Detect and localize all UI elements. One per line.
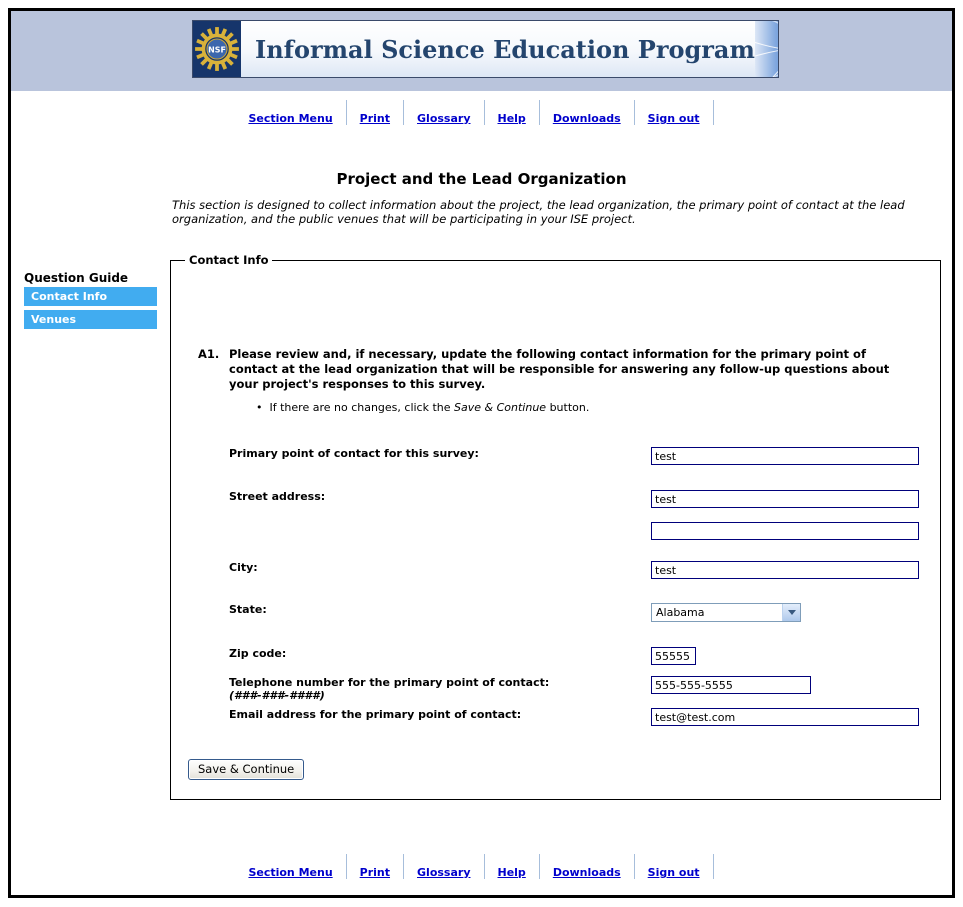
nav-link-section-menu[interactable]: Section Menu bbox=[248, 866, 333, 879]
street-address-label: Street address: bbox=[229, 490, 326, 503]
zip-code-input[interactable] bbox=[651, 647, 696, 665]
question-guide-list bbox=[24, 287, 157, 333]
telephone-label bbox=[229, 676, 651, 702]
question-text: Please review and, if necessary, update the following contact information for the primary point of contact at the lead organization that will be responsible for answering any follow-up questions about your project's responses to this survey. bbox=[229, 347, 890, 391]
select-dropdown-button[interactable] bbox=[782, 604, 800, 621]
row-zip-code bbox=[229, 647, 696, 665]
primary-contact-input[interactable] bbox=[651, 447, 919, 465]
bullet-marker: • bbox=[256, 401, 263, 414]
nav-link-glossary[interactable]: Glossary bbox=[417, 866, 471, 879]
zip-code-label: Zip code: bbox=[229, 647, 287, 660]
survey-page bbox=[8, 8, 955, 898]
nav-separator bbox=[539, 100, 540, 125]
nav-separator bbox=[713, 100, 714, 125]
email-input[interactable] bbox=[651, 708, 919, 726]
nav-link-print[interactable]: Print bbox=[359, 112, 391, 125]
question-a1 bbox=[198, 347, 910, 392]
globe-graphic-icon bbox=[755, 21, 778, 77]
banner-title: Informal Science Education Program bbox=[255, 34, 755, 64]
nav-link-glossary[interactable]: Glossary bbox=[417, 112, 471, 125]
nav-separator bbox=[346, 854, 347, 879]
sidebar-item-contact-info[interactable]: Contact Info bbox=[24, 287, 157, 306]
nav-separator bbox=[484, 100, 485, 125]
row-primary-contact bbox=[229, 447, 919, 465]
nav-separator bbox=[346, 100, 347, 125]
top-navbar bbox=[11, 97, 952, 125]
banner-title-area bbox=[241, 21, 755, 77]
city-input[interactable] bbox=[651, 561, 919, 579]
nsf-logo-text: NSF bbox=[208, 45, 226, 55]
nav-separator bbox=[403, 100, 404, 125]
row-email bbox=[229, 708, 919, 726]
street-address-input-1[interactable] bbox=[651, 490, 919, 508]
state-select-value: Alabama bbox=[656, 606, 705, 619]
nav-link-help[interactable]: Help bbox=[497, 866, 526, 879]
program-banner bbox=[192, 20, 779, 78]
primary-contact-label: Primary point of contact for this survey: bbox=[229, 447, 479, 460]
nav-separator bbox=[634, 100, 635, 125]
nav-separator bbox=[403, 854, 404, 879]
save-continue-button[interactable]: Save & Continue bbox=[188, 759, 304, 780]
bullet-text-suffix: button. bbox=[546, 401, 590, 414]
page-description: This section is designed to collect information about the project, the lead organization, the primary point of contact at the lead organization, and the public venues that will be participating in your ISE project. bbox=[172, 198, 905, 226]
nsf-logo-icon bbox=[193, 21, 241, 77]
telephone-label-text: Telephone number for the primary point of contact: bbox=[229, 676, 550, 689]
header-band bbox=[11, 11, 952, 91]
nav-link-section-menu[interactable]: Section Menu bbox=[248, 112, 333, 125]
instruction-bullet bbox=[256, 401, 589, 414]
nav-link-sign-out[interactable]: Sign out bbox=[647, 112, 700, 125]
sidebar-item-venues[interactable]: Venues bbox=[24, 310, 157, 329]
fieldset-legend: Contact Info bbox=[189, 253, 269, 267]
chevron-down-icon bbox=[788, 610, 796, 615]
nav-link-sign-out[interactable]: Sign out bbox=[647, 866, 700, 879]
question-guide-heading: Question Guide bbox=[24, 271, 129, 285]
bottom-navbar bbox=[11, 851, 952, 879]
row-state bbox=[229, 603, 801, 622]
street-address-input-2[interactable] bbox=[651, 522, 919, 540]
bullet-text-italic: Save & Continue bbox=[454, 401, 547, 414]
row-telephone bbox=[229, 676, 811, 702]
email-label: Email address for the primary point of contact: bbox=[229, 708, 522, 721]
nav-link-print[interactable]: Print bbox=[359, 866, 391, 879]
city-label: City: bbox=[229, 561, 258, 574]
telephone-format-hint: (###-###-####) bbox=[229, 689, 325, 702]
telephone-input[interactable] bbox=[651, 676, 811, 694]
state-label: State: bbox=[229, 603, 267, 616]
nav-separator bbox=[484, 854, 485, 879]
nav-separator bbox=[634, 854, 635, 879]
row-street-address bbox=[229, 490, 919, 508]
nav-link-downloads[interactable]: Downloads bbox=[552, 866, 621, 879]
question-number: A1. bbox=[198, 347, 220, 361]
contact-info-fieldset bbox=[170, 253, 941, 800]
bullet-text-prefix: If there are no changes, click the bbox=[269, 401, 455, 414]
nav-link-help[interactable]: Help bbox=[497, 112, 526, 125]
nav-separator bbox=[713, 854, 714, 879]
page-title: Project and the Lead Organization bbox=[336, 170, 627, 188]
nav-separator bbox=[539, 854, 540, 879]
nav-link-downloads[interactable]: Downloads bbox=[552, 112, 621, 125]
state-select[interactable] bbox=[651, 603, 801, 622]
row-city bbox=[229, 561, 919, 579]
